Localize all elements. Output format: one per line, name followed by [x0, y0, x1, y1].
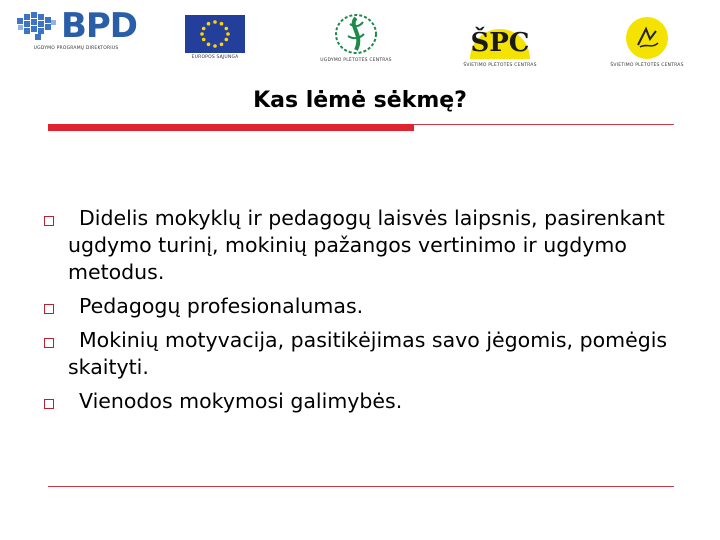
point-text: Didelis mokyklų ir pedagogų laisvės laipsnis, pasirenkant ugdymo turinį, mokinių pažangos vertinimo ir ugdymo metodus. — [68, 206, 665, 284]
list-item — [40, 388, 700, 415]
list-item — [40, 327, 700, 381]
bpd-letters: BPD — [60, 6, 138, 46]
point-text: Vienodos mokymosi galimybės. — [79, 389, 403, 413]
eu-caption: EUROPOS SĄJUNGA — [191, 55, 239, 60]
spc-emblem-icon — [462, 13, 538, 61]
lithuania-map-icon — [15, 8, 59, 44]
spc-caption: ŠVIETIMO PLĖTOTĖS CENTRAS — [463, 63, 537, 68]
bullet-square-icon — [44, 338, 54, 348]
bullet-list — [40, 205, 700, 422]
list-item — [40, 205, 700, 286]
eu-flag-icon — [185, 15, 245, 53]
seal-logo — [320, 12, 392, 63]
eu-logo — [184, 15, 246, 60]
bullet-square-icon — [44, 304, 54, 314]
bullet-square-icon — [44, 399, 54, 409]
seal-caption: UGDYMO PLĖTOTĖS CENTRAS — [320, 58, 392, 63]
yellow-caption: ŠVIETIMO PLĖTOTĖS CENTRAS — [610, 63, 684, 68]
list-item — [40, 293, 700, 320]
yellow-emblem-icon — [624, 15, 670, 61]
svg-text:ŠPC: ŠPC — [470, 28, 530, 58]
slide-title: Kas lėmė sėkmę? — [253, 88, 467, 113]
bpd-logo — [14, 8, 138, 60]
bullet-square-icon — [44, 216, 54, 226]
spc-logo — [460, 13, 540, 68]
seal-emblem-icon — [330, 12, 382, 56]
title-accent-bar — [48, 124, 414, 131]
point-text: Pedagogų profesionalumas. — [79, 294, 364, 318]
bpd-caption: UGDYMO PROGRAMŲ DIREKTORIUS — [33, 46, 119, 51]
yellow-circle-logo — [610, 15, 684, 68]
point-text: Mokinių motyvacija, pasitikėjimas savo jėgomis, pomėgis skaityti. — [68, 328, 668, 379]
bottom-divider — [48, 486, 674, 487]
